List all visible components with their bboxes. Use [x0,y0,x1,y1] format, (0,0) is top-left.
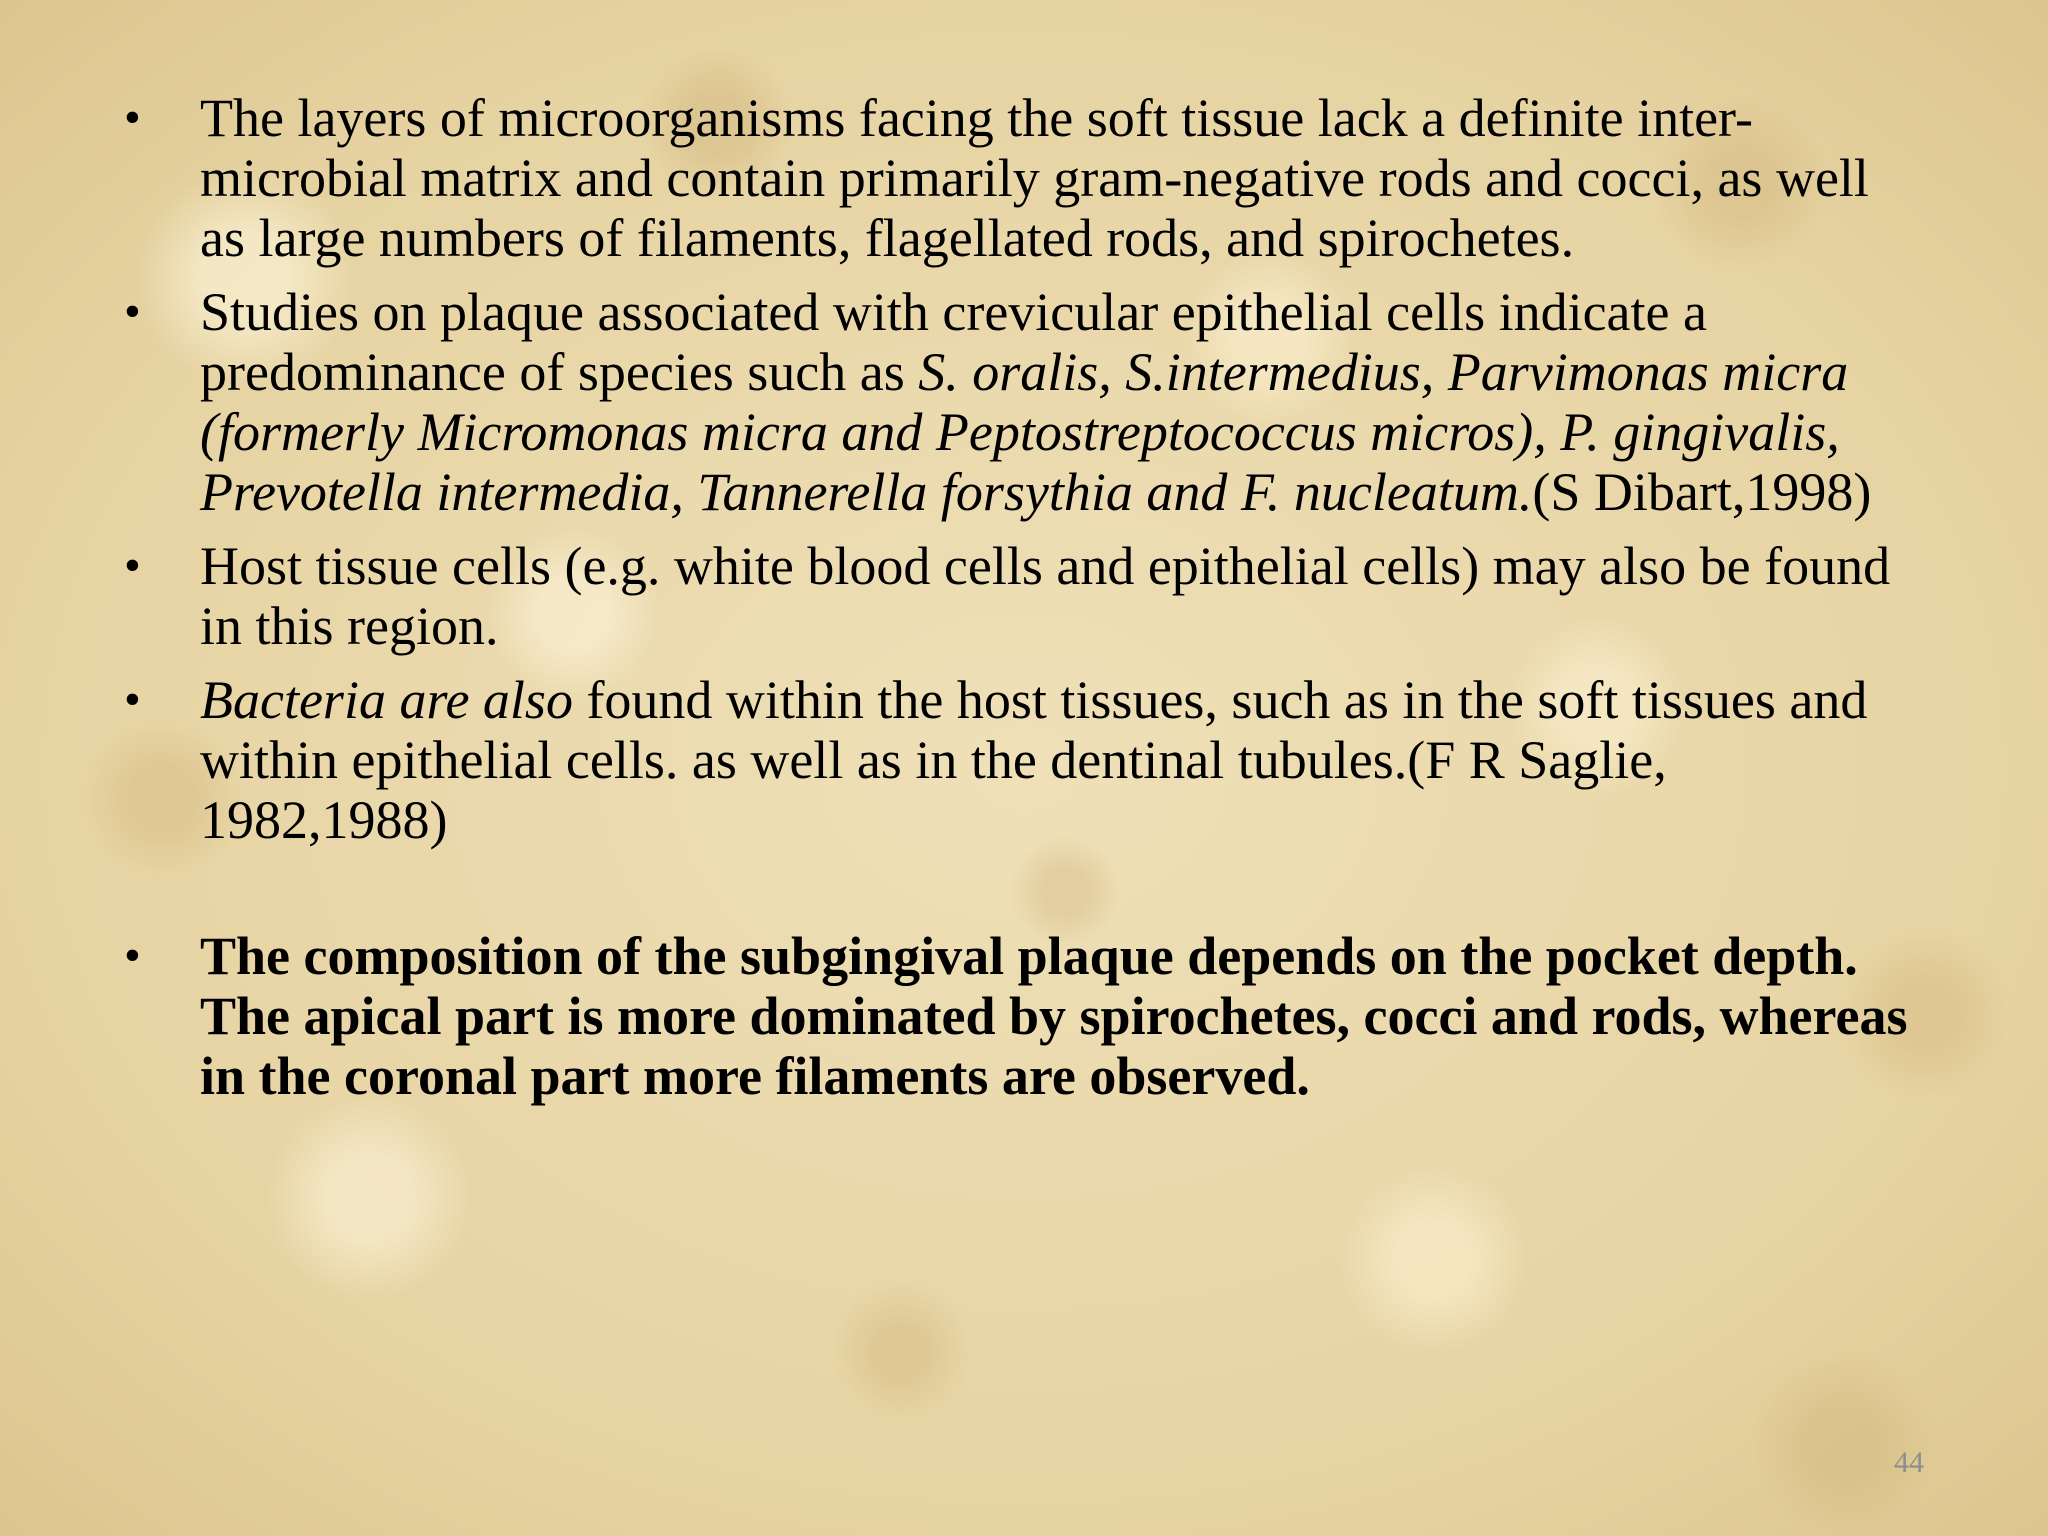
bullet-text: The layers of microorganisms facing the soft tissue lack a definite inter-microbial matrix and contain primarily gram-negative rods and cocci, as well as large numbers of filaments, flagellated rods, and spirochetes. [200,88,1869,268]
bullet-marker: • [124,285,141,338]
bullet-marker: • [124,929,141,982]
bullet-marker: • [124,673,141,726]
bullet-text-bold: The composition of the subgingival plaque depends on the pocket depth. The apical part is more dominated by spirochetes, cocci and rods, whereas in the coronal part more filaments are observed. [200,926,1908,1106]
bullet-item-1 [118,88,1918,268]
bullet-item-2 [118,282,1918,522]
bullet-text: found within the host tissues, such as in the soft tissues and within epithelial cells. as well as in the dentinal tubules.(F R Saglie, 1982,1988) [200,670,1868,850]
citation: (S Dibart,1998) [1532,462,1872,522]
bullet-item-5 [118,926,1918,1106]
bullet-text-italic: Bacteria are also [200,670,573,730]
bullet-marker: • [124,539,141,592]
bullet-item-4 [118,670,1918,850]
bullet-list [118,88,1918,1106]
species-list: S. oralis, S.intermedius, Parvimonas micra (formerly Micromonas micra and Peptostreptococcus micros), P. gingivalis, Prevotella intermedia, Tannerella forsythia and F. nucleatum. [200,342,1849,522]
bullet-text: Host tissue cells (e.g. white blood cells and epithelial cells) may also be found in this region. [200,536,1891,656]
bullet-item-3 [118,536,1918,656]
page-number: 44 [1894,1446,1924,1479]
bullet-marker: • [124,91,141,144]
bullet-text: Studies on plaque associated with crevicular epithelial cells indicate a predominance of species such as [200,282,1707,402]
